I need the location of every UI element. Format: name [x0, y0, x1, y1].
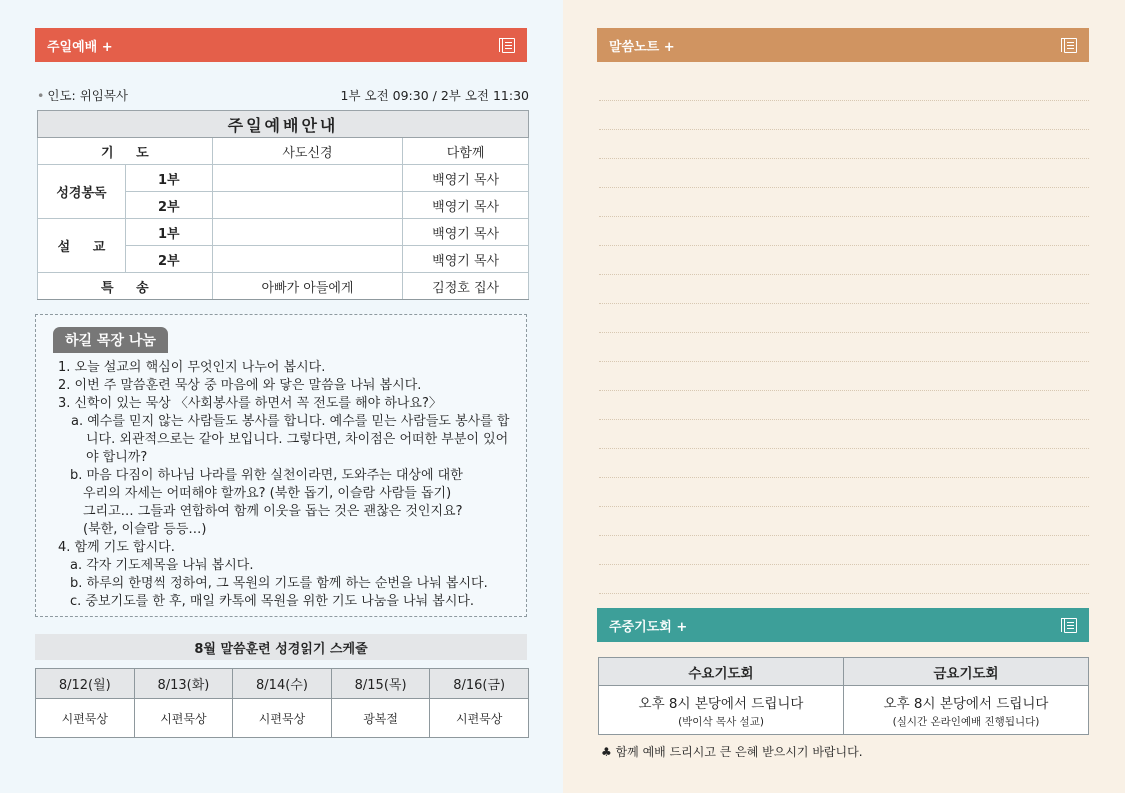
sermon-part1: 1부 [125, 219, 212, 246]
note-line[interactable] [599, 188, 1089, 217]
sermon-label: 설 교 [38, 219, 126, 273]
schedule-plan: 시편묵상 [36, 699, 135, 738]
sermon-note-lines[interactable] [599, 72, 1089, 594]
worship-section-header[interactable] [35, 28, 527, 62]
service-meta [37, 86, 529, 104]
question-3a: a. 예수를 믿지 않는 사람들도 봉사를 합니다. 예수를 믿는 사람들도 봉사를 합니다. 외관적으로는 같아 보입니다. 그렇다면, 차이점은 어떠한 부분이 있어야 합니까? [71, 414, 510, 465]
question-3: 3. 신학이 있는 묵상 〈사회봉사를 하면서 꼭 전도를 해야 하나요?〉 [58, 396, 442, 411]
schedule-plan: 시편묵상 [233, 699, 332, 738]
schedule-date: 8/12(월) [36, 669, 135, 699]
special-singer: 김정호 집사 [403, 273, 529, 300]
question-4a: a. 각자 기도제목을 나눠 봅시다. [70, 558, 254, 573]
question-3b-line4: (북한, 이슬람 등등…) [83, 522, 207, 537]
note-line[interactable] [599, 333, 1089, 362]
notes-header-title: 말씀노트 + [609, 39, 675, 55]
sermon-part2-pastor: 백영기 목사 [403, 246, 529, 273]
question-1: 1. 오늘 설교의 핵심이 무엇인지 나누어 봅시다. [58, 360, 326, 375]
note-line[interactable] [599, 275, 1089, 304]
wednesday-prayer-main: 오후 8시 본당에서 드립니다 [638, 695, 804, 712]
leader-text: 인도: 위임목사 [47, 88, 129, 103]
notebook-icon[interactable] [502, 38, 515, 53]
question-3b-line2: 우리의 자세는 어떠해야 할까요? (북한 돕기, 이슬람 사람들 돕기) [83, 486, 452, 501]
sermon-part1-pastor: 백영기 목사 [403, 219, 529, 246]
schedule-date: 8/15(목) [331, 669, 430, 699]
friday-prayer-title: 금요기도회 [844, 658, 1089, 686]
friday-prayer-main: 오후 8시 본당에서 드립니다 [883, 695, 1049, 712]
note-line[interactable] [599, 391, 1089, 420]
note-line[interactable] [599, 72, 1089, 101]
scripture-label: 성경봉독 [38, 165, 126, 219]
note-line[interactable] [599, 130, 1089, 159]
reading-schedule-table [35, 668, 529, 738]
leader-info: • 인도: 위임목사 [37, 88, 129, 103]
scripture-part1-blank [212, 165, 403, 192]
friday-prayer-info [844, 686, 1089, 735]
guide-title: 주일예배안내 [38, 111, 529, 138]
question-2: 2. 이번 주 말씀훈련 묵상 중 마음에 와 닿은 말씀을 나눠 봅시다. [58, 378, 422, 393]
mokjang-question-list [58, 359, 514, 611]
schedule-date: 8/13(화) [134, 669, 233, 699]
scripture-part2: 2부 [125, 192, 212, 219]
friday-prayer-sub: (실시간 온라인예배 진행됩니다) [892, 715, 1040, 728]
question-3b-line3: 그리고… 그들과 연합하여 함께 이웃을 돕는 것은 괜찮은 것인지요? [83, 504, 463, 519]
service-times: 1부 오전 09:30 / 2부 오전 11:30 [340, 88, 529, 103]
wednesday-prayer-info [599, 686, 844, 735]
question-4: 4. 함께 기도 합시다. [58, 540, 175, 555]
scripture-part1: 1부 [125, 165, 212, 192]
prayer-meeting-table [598, 657, 1089, 735]
schedule-date: 8/14(수) [233, 669, 332, 699]
sermon-part1-blank [212, 219, 403, 246]
note-line[interactable] [599, 246, 1089, 275]
scripture-part2-blank [212, 192, 403, 219]
schedule-plan: 광복절 [331, 699, 430, 738]
note-line[interactable] [599, 362, 1089, 391]
note-line[interactable] [599, 507, 1089, 536]
creed-cell: 사도신경 [212, 138, 403, 165]
special-label: 특 송 [38, 273, 213, 300]
note-line[interactable] [599, 536, 1089, 565]
notes-section-header[interactable] [597, 28, 1089, 62]
note-line[interactable] [599, 101, 1089, 130]
sermon-part2-blank [212, 246, 403, 273]
worship-header-title: 주일예배 + [47, 39, 113, 55]
question-4c: c. 중보기도를 한 후, 매일 카톡에 목원을 위한 기도 나눔을 나눠 봅시다. [70, 594, 475, 609]
schedule-title: 8월 말씀훈련 성경읽기 스케줄 [35, 634, 527, 660]
scripture-part1-pastor: 백영기 목사 [403, 165, 529, 192]
note-line[interactable] [599, 159, 1089, 188]
footer-blessing: ♣ 함께 예배 드리시고 큰 은혜 받으시기 바랍니다. [601, 745, 863, 759]
notebook-icon[interactable] [1064, 38, 1077, 53]
note-line[interactable] [599, 565, 1089, 594]
question-4b: b. 하루의 한명씩 정하여, 그 목원의 기도를 함께 하는 순번을 나눠 봅시다. [70, 576, 488, 591]
note-line[interactable] [599, 304, 1089, 333]
prayer-header-title: 주중기도회 + [609, 619, 688, 635]
notebook-icon[interactable] [1064, 618, 1077, 633]
mokjang-tag: 하길 목장 나눔 [53, 327, 168, 353]
wednesday-prayer-sub: (박이삭 목사 설교) [678, 715, 764, 728]
wednesday-prayer-title: 수요기도회 [599, 658, 844, 686]
schedule-date: 8/16(금) [430, 669, 529, 699]
mokjang-sharing-box [35, 314, 527, 617]
together-cell: 다함께 [403, 138, 529, 165]
note-line[interactable] [599, 217, 1089, 246]
prayer-section-header[interactable] [597, 608, 1089, 642]
question-3b-line1: b. 마음 다짐이 하나님 나라를 위한 실천이라면, 도와주는 대상에 대한 [70, 468, 463, 483]
prayer-label: 기 도 [38, 138, 213, 165]
note-line[interactable] [599, 478, 1089, 507]
sermon-part2: 2부 [125, 246, 212, 273]
note-line[interactable] [599, 449, 1089, 478]
special-song: 아빠가 아들에게 [212, 273, 403, 300]
worship-guide-table [37, 110, 529, 300]
schedule-plan: 시편묵상 [134, 699, 233, 738]
note-line[interactable] [599, 420, 1089, 449]
schedule-plan: 시편묵상 [430, 699, 529, 738]
scripture-part2-pastor: 백영기 목사 [403, 192, 529, 219]
